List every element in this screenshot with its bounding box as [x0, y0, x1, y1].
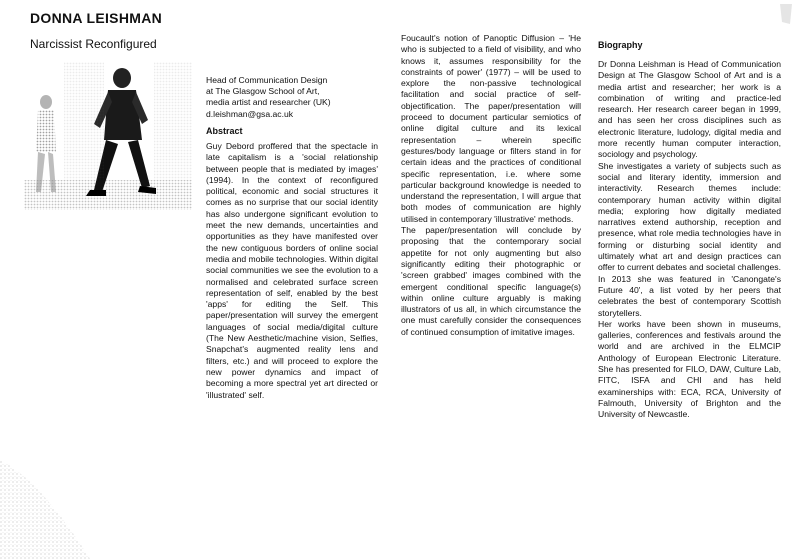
paper-title: Narcissist Reconfigured [30, 37, 157, 51]
abstract-text [206, 141, 378, 401]
author-photo [24, 62, 192, 210]
abstract-paragraph-conclusion: The paper/presentation will conclude by proposing that the contemporary social appetite for not only augmenting but also significantly editing their photographic or 'screen grabbed' images combined with the emergent conditional specific language(s) within online culture arguably is making illustrators of us all, in which circumstance the one must carefully consider the consequences of continued consumption of imitative images. [401, 225, 581, 337]
abstract-continued [401, 33, 581, 338]
contact-line-institution: at The Glasgow School of Art, [206, 86, 320, 97]
biography-paragraph-3: Her works have been shown in museums, galleries, conferences and festivals around the world and are archived in the ELMCIP Anthology of European Electronic Literature. She has presented for FILO, DAW, Culture Lab, FITC, ISFA and CHI and has held examinerships with: ECA, RCA, University of Falmouth, University of Brighton and the University of Newcastle. [598, 318, 781, 420]
contact-line-description: media artist and researcher (UK) [206, 97, 331, 108]
biography-text [598, 59, 781, 421]
author-contact [206, 75, 376, 120]
biography-heading: Biography [598, 40, 643, 50]
contact-email: d.leishman@gsa.ac.uk [206, 108, 294, 119]
abstract-paragraph: Guy Debord proffered that the spectacle in late capitalism is a 'social relationship between people that is mediated by images' (1994). In the context of reconfigured political, economic and social structures it comes as no surprise that our social identity has also undergone significant evolution to meet the new demands, uncertainties and opportunities as they have manifested over the new contiguous borders of online social media and mobile technologies. Within digital social communities we see the evolution to a normalised and celebrated surface screen representation of self, enabled by the best 'apps' for editing the Self. This paper/presentation will survey the emergent languages of social media/digital culture (The New Aesthetic/machine vision, Selfies, Snapchat's augmented reality lens and filters, etc.) and will proceed to explore the new power dynamics and impact of becoming a more spectral yet art directed or 'illustrated' self. [206, 141, 378, 400]
biography-paragraph-2: She investigates a variety of subjects such as social and literary identity, immersion and interactivity. Research themes include: contemporary human activity within digital media; exploring how digitally mediated narratives extend authorship, reception and presence, what role media technologies have in forming or disturbing social identity and ultimately what art and design practices can offer to current debates and societal challenges. In 2013 she was featured in 'Canongate's Future 40', a list voted by her peers that celebrates the best of contemporary Scottish storytellers. [598, 160, 781, 318]
author-name: DONNA LEISHMAN [30, 10, 163, 26]
biography-paragraph-1: Dr Donna Leishman is Head of Communication Design at The Glasgow School of Art and is a media artist and researcher; her work is a combination of writing and practice-led research. Her research career began in 1999, and has seen her cross disciplines such as electronic literature, ludology, digital media and more recently human computer interaction, sociology and psychology. [598, 59, 781, 160]
scan-speckle [0, 440, 90, 559]
abstract-heading: Abstract [206, 126, 243, 136]
abstract-paragraph-foucault: Foucault's notion of Panoptic Diffusion – 'He who is subjected to a field of visibility, and who knows it, assumes responsibility for the constraints of power' (1977) – will be used to explore the non-passive technological facilitation and social practice of self-objectification. The paper/presentation will proceed to document particular semiotics of online digital culture and its lexical representation – wherein specific gestures/body language or filters stand in for certain ideas and the practices of conditional specific representation, i.e. where some particular background knowledge is needed to understand the representation, I will argue that both modes of communication are highly utilised in contemporary 'illustrative' methods. [401, 33, 581, 224]
scan-corner-mark [776, 2, 796, 26]
contact-line-role: Head of Communication Design [206, 75, 328, 85]
